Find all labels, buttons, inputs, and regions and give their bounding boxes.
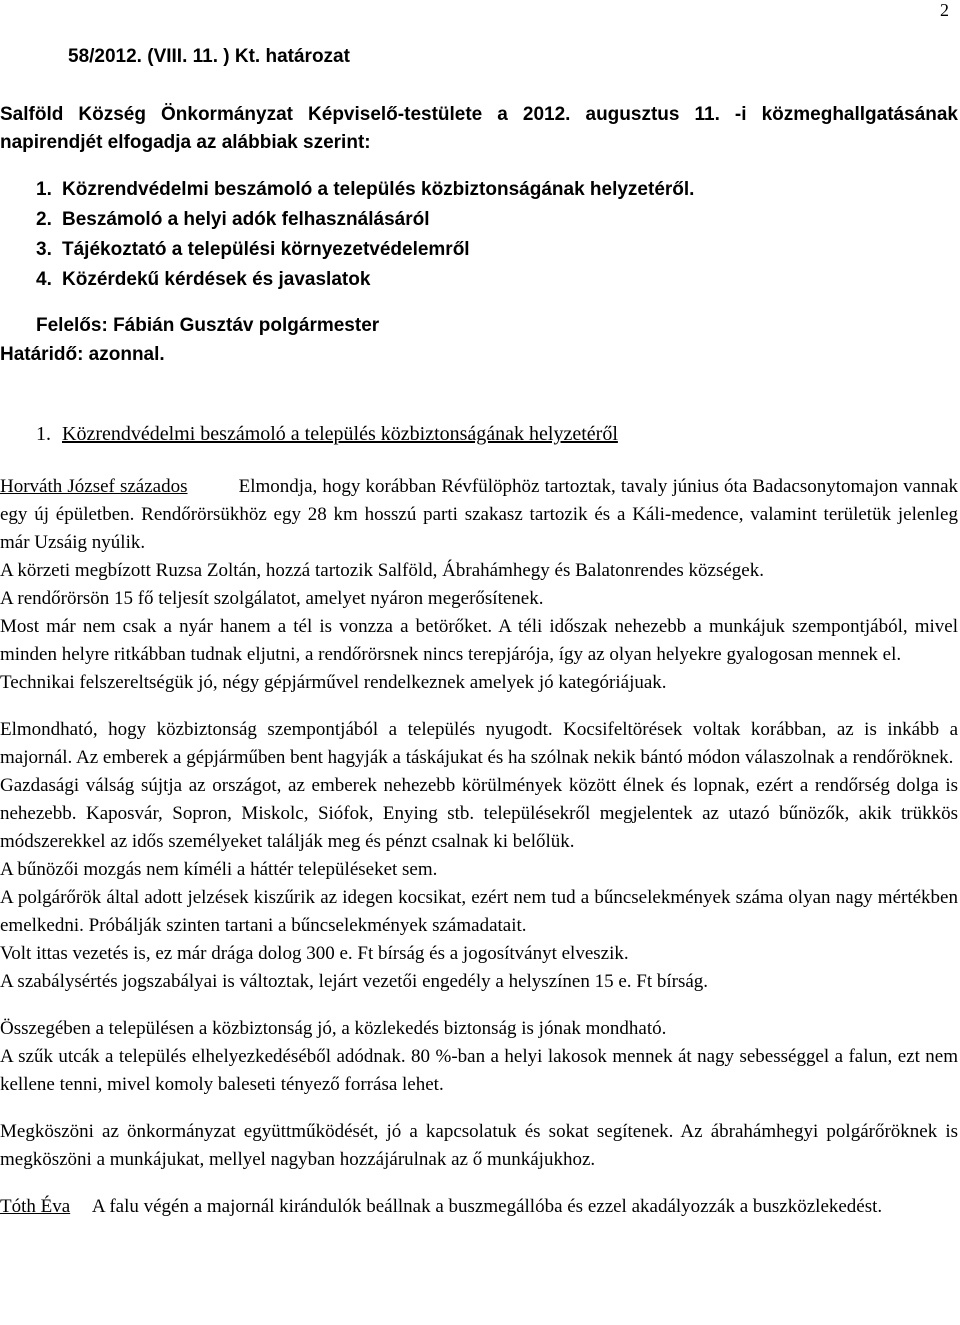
resolution-heading: 58/2012. (VIII. 11. ) Kt. határozat (68, 46, 350, 67)
paragraph: Tóth Éva A falu végén a majornál kirándulók beállnak a buszmegállóba és ezzel akadályozzák a buszközlekedést. (0, 1196, 883, 1217)
speaker-name: Horváth József százados (0, 476, 188, 497)
section-title: 1. Közrendvédelmi beszámoló a település közbiztonságának helyzetéről (36, 423, 618, 445)
intro-line-1: Salföld Község Önkormányzat Képviselő-testülete a 2012. augusztus 11. -i közmeghallgatásának (0, 104, 958, 125)
agenda-item: 1. Közrendvédelmi beszámoló a település közbiztonságának helyzetéről. (36, 179, 695, 200)
paragraph: Volt ittas vezetés is, ez már drága dolog 300 e. Ft bírság és a jogosítványt elveszik. (0, 943, 629, 964)
deadline: Határidő: azonnal. (0, 344, 165, 365)
intro-line-2: napirendjét elfogadja az alábbiak szerint: (0, 132, 371, 153)
paragraph: Összegében a településen a közbiztonság jó, a közlekedés biztonság is jónak mondható. (0, 1018, 667, 1039)
minutes-body (0, 473, 958, 1221)
agenda-list (36, 175, 694, 295)
paragraph: A rendőrörsön 15 fő teljesít szolgálatot, amelyet nyáron megerősítenek. (0, 588, 544, 609)
paragraph: Megköszöni az önkormányzat együttműködését, jó a kapcsolatuk és sokat segítenek. Az ábrahámhegyi polgárőröknek is megköszöni a munkájukat, mellyel nagyban hozzájárulnak az ő munkájukhoz. (0, 1121, 958, 1170)
paragraph: A bűnözői mozgás nem kíméli a háttér településeket sem. (0, 859, 438, 880)
resolution-intro (0, 101, 958, 157)
paragraph: Most már nem csak a nyár hanem a tél is vonzza a betörőket. A téli időszak nehezebb a munkájuk szempontjából, mivel minden helyre ritkábban tudnak eljutni, a rendőrörsnek nincs terepjárója, így az olyan helyekre gyalogosan mennek el. (0, 616, 958, 665)
agenda-item: 2. Beszámoló a helyi adók felhasználásáról (36, 209, 430, 230)
paragraph: A szabálysértés jogszabályai is változtak, lejárt vezetői engedély a helyszínen 15 e. Ft bírság. (0, 971, 709, 992)
agenda-item: 4. Közérdekű kérdések és javaslatok (36, 269, 371, 290)
paragraph: Horváth József százados Elmondja, hogy korábban Révfülöphöz tartoztak, tavaly június óta Badacsonytomajon vannak egy új épületben. Rendőrörsükhöz egy 28 km hosszú parti szakasz tartozik és a Káli-medence, valamint területük jelenleg már Uzsáig nyúlik. (0, 476, 958, 553)
paragraph: A körzeti megbízott Ruzsa Zoltán, hozzá tartozik Salföld, Ábrahámhegy és Balatonrendes községek. (0, 560, 764, 581)
paragraph: Gazdasági válság sújtja az országot, az emberek nehezebb körülmények között élnek és lopnak, ezért a rendőrség dolga is nehezebb. Kaposvár, Sopron, Miskolc, Siófok, Enying stb. településekről megjelentek az utazó bűnözők, akik trükkös módszerekkel az idős személyeket találják meg és pénzt csalnak ki belőlük. (0, 775, 958, 852)
paragraph: A szűk utcák a település elhelyezkedéséből adódnak. 80 %-ban a helyi lakosok mennek át nagy sebességgel a falun, ezt nem kellene tenni, mivel komoly baleseti tényező forrása lehet. (0, 1046, 958, 1095)
page-number: 2 (940, 0, 949, 20)
agenda-item: 3. Tájékoztató a települési környezetvédelemről (36, 239, 470, 260)
paragraph: A polgárőrök által adott jelzések kiszűrik az idegen kocsikat, ezért nem tud a bűncselekmények száma olyan nagy mértékben emelkedni. Próbálják szinten tartani a bűncselekmények számadatait. (0, 887, 958, 936)
paragraph: Elmondható, hogy közbiztonság szempontjából a település nyugodt. Kocsifeltörések voltak korábban, az is inkább a majornál. Az emberek a gépjárműben bent hagyják a táskájukat és ha szólnak nekik bántó módon válaszolnak a rendőröknek. (0, 719, 958, 768)
paragraph: Technikai felszereltségük jó, négy gépjárművel rendelkeznek amelyek jó kategóriájuak. (0, 672, 667, 693)
speaker-name: Tóth Éva (0, 1196, 71, 1217)
responsible-person: Felelős: Fábián Gusztáv polgármester (36, 315, 380, 336)
